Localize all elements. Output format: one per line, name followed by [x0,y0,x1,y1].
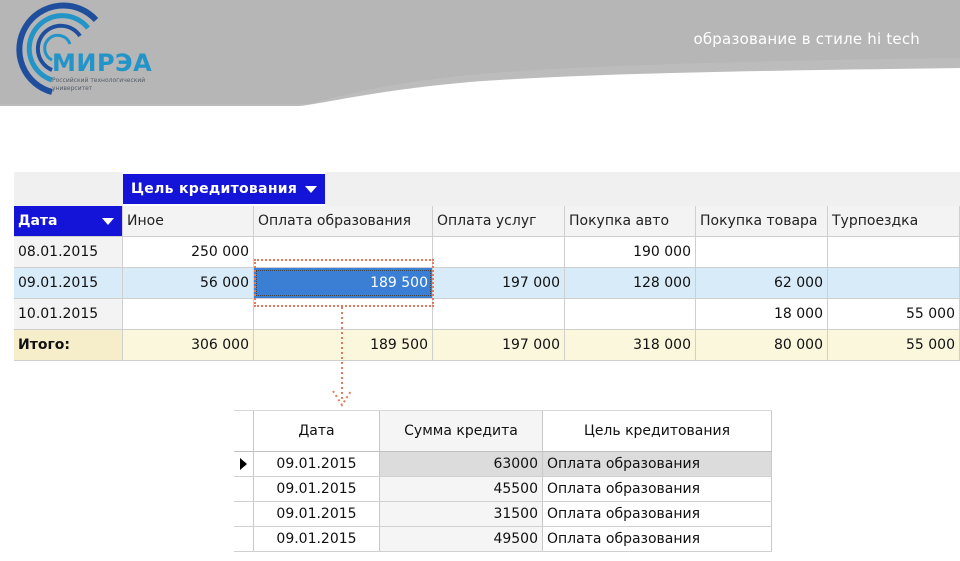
current-row-arrow-icon [240,458,247,470]
row-field-button[interactable] [14,206,123,236]
detail-cell-amount[interactable]: 31500 [380,502,543,526]
detail-column-header[interactable]: Цель кредитования [543,411,772,451]
logo-wordmark: МИРЭА [52,49,153,77]
detail-cell-date[interactable]: 09.01.2015 [254,452,380,476]
column-header[interactable]: Покупка авто [565,206,696,236]
column-header[interactable]: Покупка товара [696,206,828,236]
detail-cell-date[interactable]: 09.01.2015 [254,477,380,501]
pivot-row [14,299,960,330]
pivot-cell[interactable]: 128 000 [565,268,696,298]
pivot-total-row [14,330,960,361]
mirea-logo [0,0,175,105]
selected-cell-highlight [254,259,434,307]
row-header[interactable]: 10.01.2015 [14,299,123,329]
total-label: Итого: [14,330,123,360]
detail-cell-amount[interactable]: 45500 [380,477,543,501]
detail-cell-purpose[interactable]: Оплата образования [543,452,772,476]
pivot-cell[interactable] [828,268,960,298]
pivot-cell[interactable] [433,237,565,267]
pivot-cell[interactable] [123,299,254,329]
pivot-cell-selected[interactable]: 189 500 [254,268,433,298]
detail-cell-purpose[interactable]: Оплата образования [543,502,772,526]
pivot-cell[interactable] [433,299,565,329]
total-cell[interactable]: 189 500 [254,330,433,360]
pivot-cell[interactable]: 18 000 [696,299,828,329]
pivot-cell[interactable] [696,237,828,267]
logo-subtitle: Российский технологический университет [52,77,146,92]
row-indicator-header [234,411,254,451]
detail-cell-purpose[interactable]: Оплата образования [543,527,772,551]
pivot-cell[interactable]: 250 000 [123,237,254,267]
filter-field-button[interactable] [123,174,325,204]
pivot-cell[interactable]: 197 000 [433,268,565,298]
pivot-header-row [14,206,960,237]
pivot-cell[interactable] [828,237,960,267]
row-field-label: Дата [18,213,58,229]
pivot-row [14,237,960,268]
detail-column-header[interactable]: Сумма кредита [380,411,543,451]
column-header[interactable]: Турпоездка [828,206,960,236]
total-cell[interactable]: 318 000 [565,330,696,360]
row-indicator [234,527,254,551]
row-indicator [234,502,254,526]
detail-row[interactable] [234,502,772,527]
chevron-down-icon [102,218,114,225]
pivot-grid [14,172,960,361]
column-header[interactable]: Оплата услуг [433,206,565,236]
detail-cell-date[interactable]: 09.01.2015 [254,502,380,526]
chevron-down-icon [305,186,317,193]
filter-field-label: Цель кредитования [131,181,298,197]
drilldown-arrow-icon [330,307,354,411]
detail-grid [234,410,772,552]
detail-row-current[interactable] [234,452,772,477]
pivot-cell[interactable]: 190 000 [565,237,696,267]
pivot-cell[interactable]: 56 000 [123,268,254,298]
detail-column-header[interactable]: Дата [254,411,380,451]
row-indicator [234,477,254,501]
detail-cell-amount[interactable]: 49500 [380,527,543,551]
pivot-cell[interactable] [565,299,696,329]
detail-cell-amount[interactable]: 63000 [380,452,543,476]
total-cell[interactable]: 80 000 [696,330,828,360]
total-cell[interactable]: 55 000 [828,330,960,360]
header-slogan: образование в стиле hi tech [693,30,920,48]
column-header[interactable]: Иное [123,206,254,236]
header-band [0,0,960,106]
detail-cell-date[interactable]: 09.01.2015 [254,527,380,551]
column-header[interactable]: Оплата образования [254,206,433,236]
detail-row[interactable] [234,477,772,502]
pivot-filter-area [14,172,960,206]
detail-cell-purpose[interactable]: Оплата образования [543,477,772,501]
row-header[interactable]: 09.01.2015 [14,268,123,298]
pivot-cell[interactable]: 55 000 [828,299,960,329]
pivot-cell[interactable]: 62 000 [696,268,828,298]
total-cell[interactable]: 197 000 [433,330,565,360]
pivot-filter-filler [325,172,960,206]
detail-row[interactable] [234,527,772,552]
total-cell[interactable]: 306 000 [123,330,254,360]
detail-header-row [234,410,772,452]
pivot-row-selected [14,268,960,299]
pivot-corner [14,172,123,206]
row-indicator [234,452,254,476]
row-header[interactable]: 08.01.2015 [14,237,123,267]
